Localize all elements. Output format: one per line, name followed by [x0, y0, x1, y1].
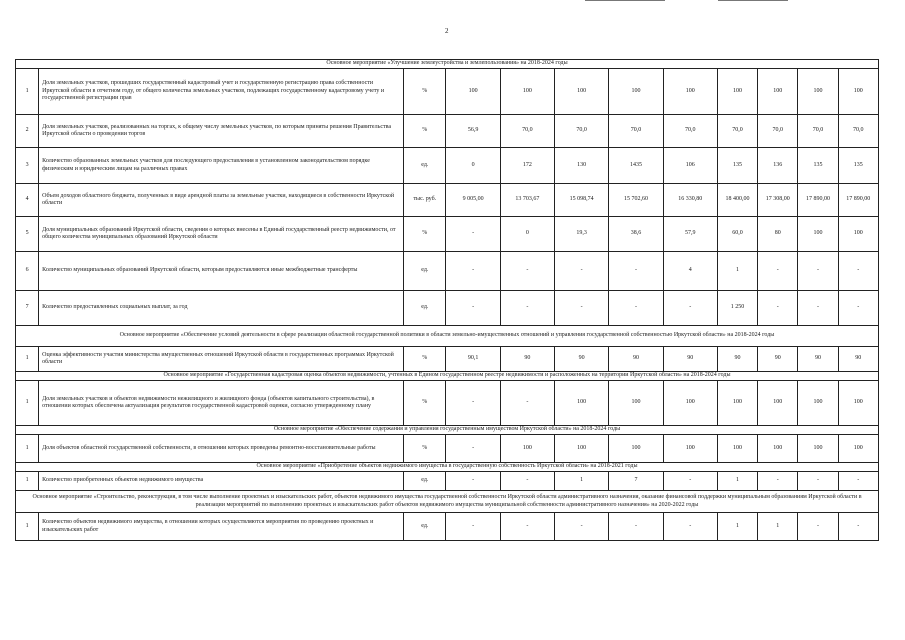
- row-number: 2: [16, 115, 39, 148]
- value-cell: 100: [500, 435, 554, 463]
- value-cell: 17 890,00: [798, 184, 838, 217]
- value-cell: 56,9: [446, 115, 500, 148]
- value-cell: -: [758, 291, 798, 326]
- value-cell: 100: [798, 435, 838, 463]
- value-cell: -: [500, 513, 554, 541]
- value-cell: 70,0: [717, 115, 757, 148]
- indicator-name: Доля земельных участков, прошедших государственный кадастровый учет и государственную регистрацию права собственности Иркутской области в отчетном году, от общего количества земельных участков, подлежащих государственному кадастровому учету и государственной регистрации прав: [39, 69, 404, 115]
- value-cell: 60,0: [717, 217, 757, 252]
- indicator-name: Количество предоставленных социальных выплат, за год: [39, 291, 404, 326]
- value-cell: -: [500, 472, 554, 491]
- value-cell: -: [758, 472, 798, 491]
- value-cell: -: [500, 252, 554, 291]
- section-header-row: [16, 326, 879, 347]
- row-number: 3: [16, 148, 39, 184]
- unit-cell: ед.: [404, 513, 446, 541]
- indicator-name: Оценка эффективности участия министерства имущественных отношений Иркутской области в государственных программах Иркутской области: [39, 347, 404, 372]
- value-cell: 1 250: [717, 291, 757, 326]
- value-cell: 57,9: [663, 217, 717, 252]
- table-row: [16, 381, 879, 426]
- top-edge-line: [718, 0, 788, 1]
- value-cell: 70,0: [758, 115, 798, 148]
- unit-cell: ед.: [404, 472, 446, 491]
- unit-cell: %: [404, 115, 446, 148]
- value-cell: 100: [663, 69, 717, 115]
- table-row: [16, 184, 879, 217]
- value-cell: 90: [500, 347, 554, 372]
- table-row: [16, 217, 879, 252]
- value-cell: 90: [798, 347, 838, 372]
- value-cell: -: [609, 513, 663, 541]
- value-cell: 100: [758, 381, 798, 426]
- unit-cell: %: [404, 347, 446, 372]
- value-cell: -: [798, 472, 838, 491]
- value-cell: 100: [663, 435, 717, 463]
- value-cell: 135: [717, 148, 757, 184]
- value-cell: 135: [798, 148, 838, 184]
- value-cell: 100: [798, 381, 838, 426]
- value-cell: 19,3: [555, 217, 609, 252]
- value-cell: 135: [838, 148, 878, 184]
- value-cell: 100: [717, 69, 757, 115]
- value-cell: -: [446, 435, 500, 463]
- table-row: [16, 472, 879, 491]
- value-cell: 100: [609, 381, 663, 426]
- value-cell: 0: [446, 148, 500, 184]
- section-header-row: [16, 491, 879, 513]
- value-cell: 100: [500, 69, 554, 115]
- table-row: [16, 69, 879, 115]
- indicator-name: Доля земельных участков, реализованных на торгах, к общему числу земельных участков, по которым приняты решения Правительства Иркутской области о проведении торгов: [39, 115, 404, 148]
- row-number: 1: [16, 435, 39, 463]
- value-cell: 100: [838, 435, 878, 463]
- section-title: Основное мероприятие «Приобретение объектов недвижимого имущества в государственную собственность Иркутской области» на 2018-2021 годы: [16, 463, 879, 472]
- row-number: 1: [16, 69, 39, 115]
- value-cell: 100: [609, 435, 663, 463]
- value-cell: 15 098,74: [555, 184, 609, 217]
- table-row: [16, 252, 879, 291]
- section-header-row: [16, 372, 879, 381]
- value-cell: -: [446, 291, 500, 326]
- value-cell: 100: [838, 381, 878, 426]
- unit-cell: %: [404, 381, 446, 426]
- value-cell: 1: [717, 513, 757, 541]
- value-cell: 9 005,00: [446, 184, 500, 217]
- row-number: 5: [16, 217, 39, 252]
- value-cell: -: [446, 472, 500, 491]
- indicator-name: Доля муниципальных образований Иркутской области, сведения о которых внесены в Единый государственный реестр недвижимости, от общего количества муниципальных образований Иркутской области: [39, 217, 404, 252]
- indicator-name: Количество образованных земельных участков для последующего предоставления в установленном законодательством порядке физическим и юридическим лицам на различных правах: [39, 148, 404, 184]
- value-cell: 172: [500, 148, 554, 184]
- unit-cell: ед.: [404, 252, 446, 291]
- section-title: Основное мероприятие «Обеспечение условий деятельности в сфере реализации областной государственной политики в области земельно-имущественных отношений и управления государственной собственностью Иркутской области» на 2018-2024 годы: [16, 326, 879, 347]
- value-cell: 70,0: [500, 115, 554, 148]
- value-cell: 1: [717, 472, 757, 491]
- value-cell: 38,6: [609, 217, 663, 252]
- unit-cell: тыс. руб.: [404, 184, 446, 217]
- section-title: Основное мероприятие «Улучшение землеустройства и землепользования» на 2018-2024 годы: [16, 60, 879, 69]
- top-edge-line: [585, 0, 665, 1]
- value-cell: 18 400,00: [717, 184, 757, 217]
- value-cell: 80: [758, 217, 798, 252]
- table-row: [16, 115, 879, 148]
- indicator-name: Количество приобретенных объектов недвижимого имущества: [39, 472, 404, 491]
- value-cell: 7: [609, 472, 663, 491]
- indicator-name: Доля объектов областной государственной собственности, в отношении которых проведены ремонтно-восстановительные работы: [39, 435, 404, 463]
- value-cell: 100: [446, 69, 500, 115]
- value-cell: 100: [555, 381, 609, 426]
- value-cell: -: [446, 252, 500, 291]
- value-cell: 15 702,60: [609, 184, 663, 217]
- value-cell: 100: [555, 435, 609, 463]
- value-cell: 90,1: [446, 347, 500, 372]
- value-cell: 100: [717, 435, 757, 463]
- value-cell: -: [758, 252, 798, 291]
- value-cell: -: [500, 291, 554, 326]
- value-cell: -: [446, 513, 500, 541]
- row-number: 1: [16, 472, 39, 491]
- value-cell: -: [446, 217, 500, 252]
- value-cell: -: [609, 252, 663, 291]
- value-cell: 17 890,00: [838, 184, 878, 217]
- indicators-table: [15, 59, 879, 541]
- value-cell: 1: [555, 472, 609, 491]
- value-cell: -: [838, 513, 878, 541]
- value-cell: -: [555, 252, 609, 291]
- value-cell: 100: [717, 381, 757, 426]
- value-cell: -: [798, 513, 838, 541]
- page-number: 2: [445, 27, 449, 35]
- unit-cell: %: [404, 435, 446, 463]
- value-cell: 136: [758, 148, 798, 184]
- value-cell: -: [500, 381, 554, 426]
- value-cell: 100: [838, 69, 878, 115]
- value-cell: 1: [717, 252, 757, 291]
- row-number: 1: [16, 347, 39, 372]
- section-header-row: [16, 426, 879, 435]
- table-row: [16, 291, 879, 326]
- table-row: [16, 435, 879, 463]
- unit-cell: %: [404, 69, 446, 115]
- section-title: Основное мероприятие «Государственная кадастровая оценка объектов недвижимости, учтенных в Едином государственном реестре недвижимости и расположенных на территории Иркутской области» на 2018-2024 годы: [16, 372, 879, 381]
- row-number: 1: [16, 513, 39, 541]
- value-cell: 16 330,80: [663, 184, 717, 217]
- value-cell: 1435: [609, 148, 663, 184]
- value-cell: -: [663, 472, 717, 491]
- value-cell: -: [798, 252, 838, 291]
- value-cell: 100: [798, 69, 838, 115]
- value-cell: 100: [555, 69, 609, 115]
- value-cell: 100: [798, 217, 838, 252]
- section-header-row: [16, 60, 879, 69]
- row-number: 1: [16, 381, 39, 426]
- value-cell: 70,0: [838, 115, 878, 148]
- table-row: [16, 513, 879, 541]
- value-cell: 100: [758, 435, 798, 463]
- value-cell: 100: [838, 217, 878, 252]
- value-cell: 90: [717, 347, 757, 372]
- value-cell: -: [555, 291, 609, 326]
- value-cell: 130: [555, 148, 609, 184]
- value-cell: 70,0: [663, 115, 717, 148]
- unit-cell: ед.: [404, 291, 446, 326]
- value-cell: -: [798, 291, 838, 326]
- indicator-name: Количество муниципальных образований Иркутской области, которым предоставляются иные межбюджетные трансферты: [39, 252, 404, 291]
- value-cell: 1: [758, 513, 798, 541]
- section-title: Основное мероприятие «Обеспечение содержания и управления государственным имуществом Иркутской области» на 2018-2024 годы: [16, 426, 879, 435]
- value-cell: 0: [500, 217, 554, 252]
- value-cell: 90: [663, 347, 717, 372]
- section-title: Основное мероприятие «Строительство, реконструкция, в том числе выполнение проектных и изыскательских работ, объектов недвижимого имущества государственной собственности Иркутской области административного назначения, оказание финансовой поддержки муниципальным образованиям Иркутской области в реализации мероприятий по выполнению проектных и изыскательских работ объектов недвижимого имущества муниципальной собственности административного назначения» на 2020-2022 годы: [16, 491, 879, 513]
- value-cell: 100: [609, 69, 663, 115]
- value-cell: 17 308,00: [758, 184, 798, 217]
- table-body: [16, 60, 879, 541]
- value-cell: -: [838, 472, 878, 491]
- value-cell: 70,0: [609, 115, 663, 148]
- value-cell: -: [663, 513, 717, 541]
- value-cell: 70,0: [798, 115, 838, 148]
- value-cell: -: [838, 252, 878, 291]
- indicator-name: Доля земельных участков и объектов недвижимости нежилищного и жилищного фонда (объектов капитального строительства), в отношении которых обеспечена актуализация результатов государственной кадастровой оценки, согласно утвержденному плану: [39, 381, 404, 426]
- unit-cell: %: [404, 217, 446, 252]
- value-cell: 4: [663, 252, 717, 291]
- row-number: 7: [16, 291, 39, 326]
- value-cell: -: [663, 291, 717, 326]
- indicators-table-container: [15, 59, 879, 541]
- row-number: 6: [16, 252, 39, 291]
- value-cell: -: [609, 291, 663, 326]
- row-number: 4: [16, 184, 39, 217]
- value-cell: 90: [555, 347, 609, 372]
- value-cell: -: [555, 513, 609, 541]
- value-cell: 106: [663, 148, 717, 184]
- unit-cell: ед.: [404, 148, 446, 184]
- value-cell: -: [838, 291, 878, 326]
- value-cell: 90: [758, 347, 798, 372]
- value-cell: 100: [663, 381, 717, 426]
- indicator-name: Количество объектов недвижимого имущества, в отношении которых осуществляются мероприятия по проведению проектных и изыскательских работ: [39, 513, 404, 541]
- value-cell: 70,0: [555, 115, 609, 148]
- section-header-row: [16, 463, 879, 472]
- table-row: [16, 347, 879, 372]
- value-cell: 13 703,67: [500, 184, 554, 217]
- indicator-name: Объем доходов областного бюджета, полученных в виде арендной платы за земельные участки, находящиеся в собственности Иркутской области: [39, 184, 404, 217]
- value-cell: 90: [838, 347, 878, 372]
- table-row: [16, 148, 879, 184]
- value-cell: 90: [609, 347, 663, 372]
- value-cell: 100: [758, 69, 798, 115]
- value-cell: -: [446, 381, 500, 426]
